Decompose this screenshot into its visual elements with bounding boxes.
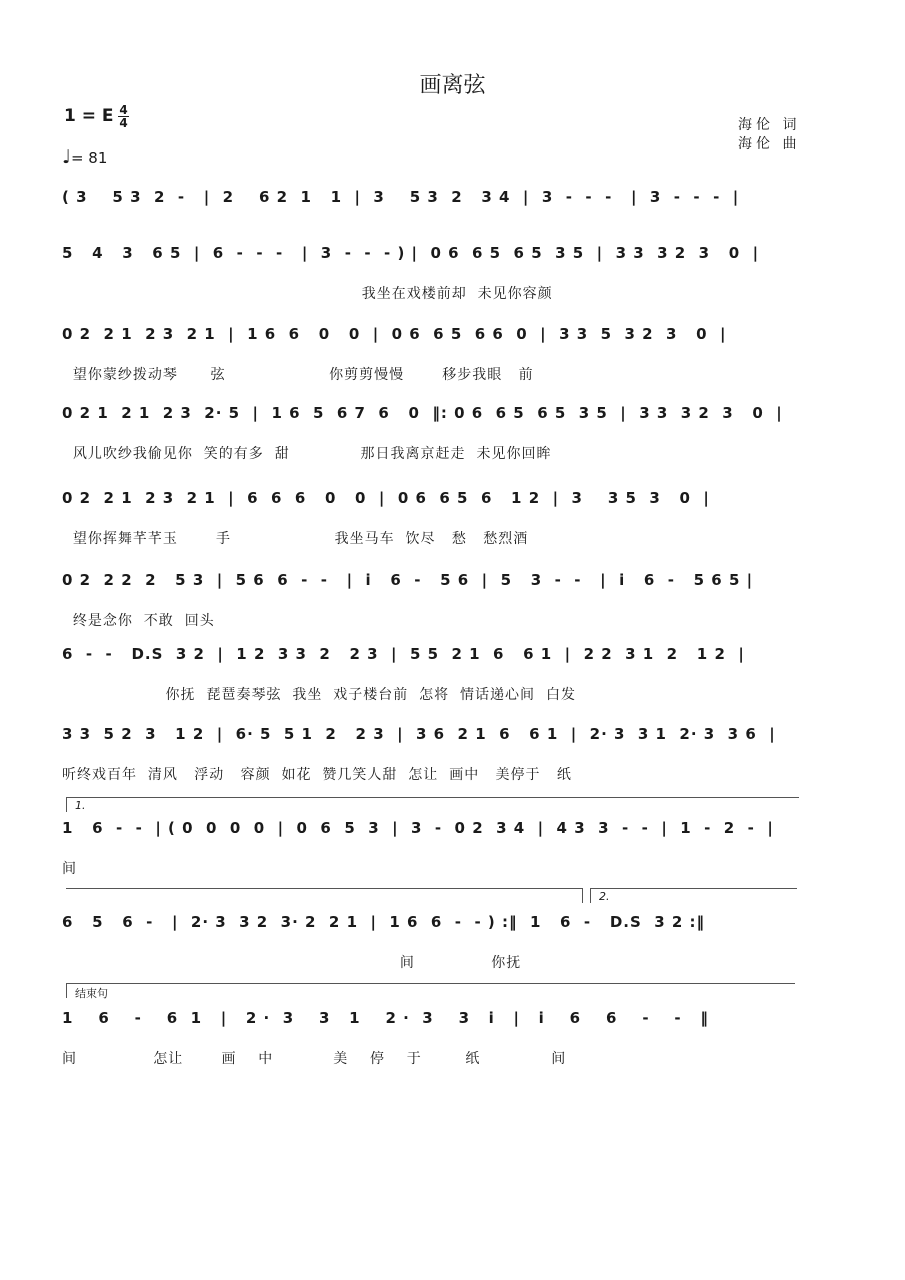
volta-first-ending-continued xyxy=(66,888,583,903)
notation-line: 0 2 2 1 2 3 2 1 | 1 6 6 0 0 | 0 6 6 5 6 6 0 | 3 3 5 3 2 3 0 | xyxy=(62,325,727,343)
volta-label: 1. xyxy=(75,799,86,812)
lyrics-line: 终是念你 不敢 回头 xyxy=(62,613,215,629)
notation-line: 6 5 6 - | 2· 3 3 2 3· 2 2 1 | 1 6 6 - - ) :‖ 1 6 - D.S 3 2 :‖ xyxy=(62,913,706,931)
lyrics-line: 你抚 琵琶奏琴弦 我坐 戏子楼台前 怎将 情话递心间 白发 xyxy=(62,687,576,703)
volta-label: 2. xyxy=(599,890,610,903)
time-signature-bottom: 4 xyxy=(119,116,128,130)
ending-bracket xyxy=(66,983,795,998)
lyrics-line: 间 xyxy=(62,861,77,877)
key-signature: 1 = E xyxy=(64,106,114,126)
notation-line: 6 - - D.S 3 2 | 1 2 3 3 2 2 3 | 5 5 2 1 6 6 1 | 2 2 3 1 2 1 2 | xyxy=(62,645,745,663)
lyrics-line: 望你蒙纱拨动琴 弦 你剪剪慢慢 移步我眼 前 xyxy=(62,367,534,383)
lyrics-line: 听终戏百年 清风 浮动 容颜 如花 赞几笑人甜 怎让 画中 美停于 纸 xyxy=(62,767,572,783)
lyrics-line: 间 你抚 xyxy=(62,955,522,971)
notation-line: 0 2 2 2 2 5 3 | 5 6 6 - - | i 6 - 5 6 | 5 3 - - | i 6 - 5 6 5 | xyxy=(62,571,754,589)
lyrics-line: 间 怎让 画 中 美 停 于 纸 间 xyxy=(62,1051,567,1067)
tempo-mark xyxy=(62,146,107,168)
lyrics-line: 我坐在戏楼前却 未见你容颜 xyxy=(62,286,553,302)
ending-label: 结束句 xyxy=(75,987,108,1000)
notation-line: 0 2 1 2 1 2 3 2· 5 | 1 6 5 6 7 6 0 ‖: 0 6 6 5 6 5 3 5 | 3 3 3 2 3 0 | xyxy=(62,404,783,422)
lyricist-credit: 海伦 词 xyxy=(738,117,801,133)
quarter-note-icon: ♩ xyxy=(62,146,71,168)
notation-line: 0 2 2 1 2 3 2 1 | 6 6 6 0 0 | 0 6 6 5 6 1 2 | 3 3 5 3 0 | xyxy=(62,489,710,507)
lyrics-line: 望你挥舞芊芊玉 手 我坐马车 饮尽 愁 愁烈酒 xyxy=(62,531,529,547)
song-title: 画离弦 xyxy=(419,73,486,98)
tempo-value: = 81 xyxy=(70,149,108,167)
notation-line: 3 3 5 2 3 1 2 | 6· 5 5 1 2 2 3 | 3 6 2 1 6 6 1 | 2· 3 3 1 2· 3 3 6 | xyxy=(62,725,776,743)
time-signature-top: 4 xyxy=(119,103,128,117)
composer-credit: 海伦 曲 xyxy=(738,136,801,152)
notation-line: 1 6 - - | ( 0 0 0 0 | 0 6 5 3 | 3 - 0 2 3 4 | 4 3 3 - - | 1 - 2 - | xyxy=(62,819,774,837)
time-signature xyxy=(118,104,129,129)
volta-first-ending xyxy=(66,797,799,812)
notation-line: 5 4 3 6 5 | 6 - - - | 3 - - - ) | 0 6 6 5 6 5 3 5 | 3 3 3 2 3 0 | xyxy=(62,244,760,262)
volta-second-ending xyxy=(590,888,797,903)
notation-line: ( 3 5 3 2 - | 2 6 2 1 1 | 3 5 3 2 3 4 | 3 - - - | 3 - - - | xyxy=(62,188,740,206)
lyrics-line: 风儿吹纱我偷见你 笑的有多 甜 那日我离京赶走 未见你回眸 xyxy=(62,446,552,462)
notation-line: 1 6 - 6 1 | 2 · 3 3 1 2 · 3 3 i | i 6 6 - - ‖ xyxy=(62,1009,709,1027)
